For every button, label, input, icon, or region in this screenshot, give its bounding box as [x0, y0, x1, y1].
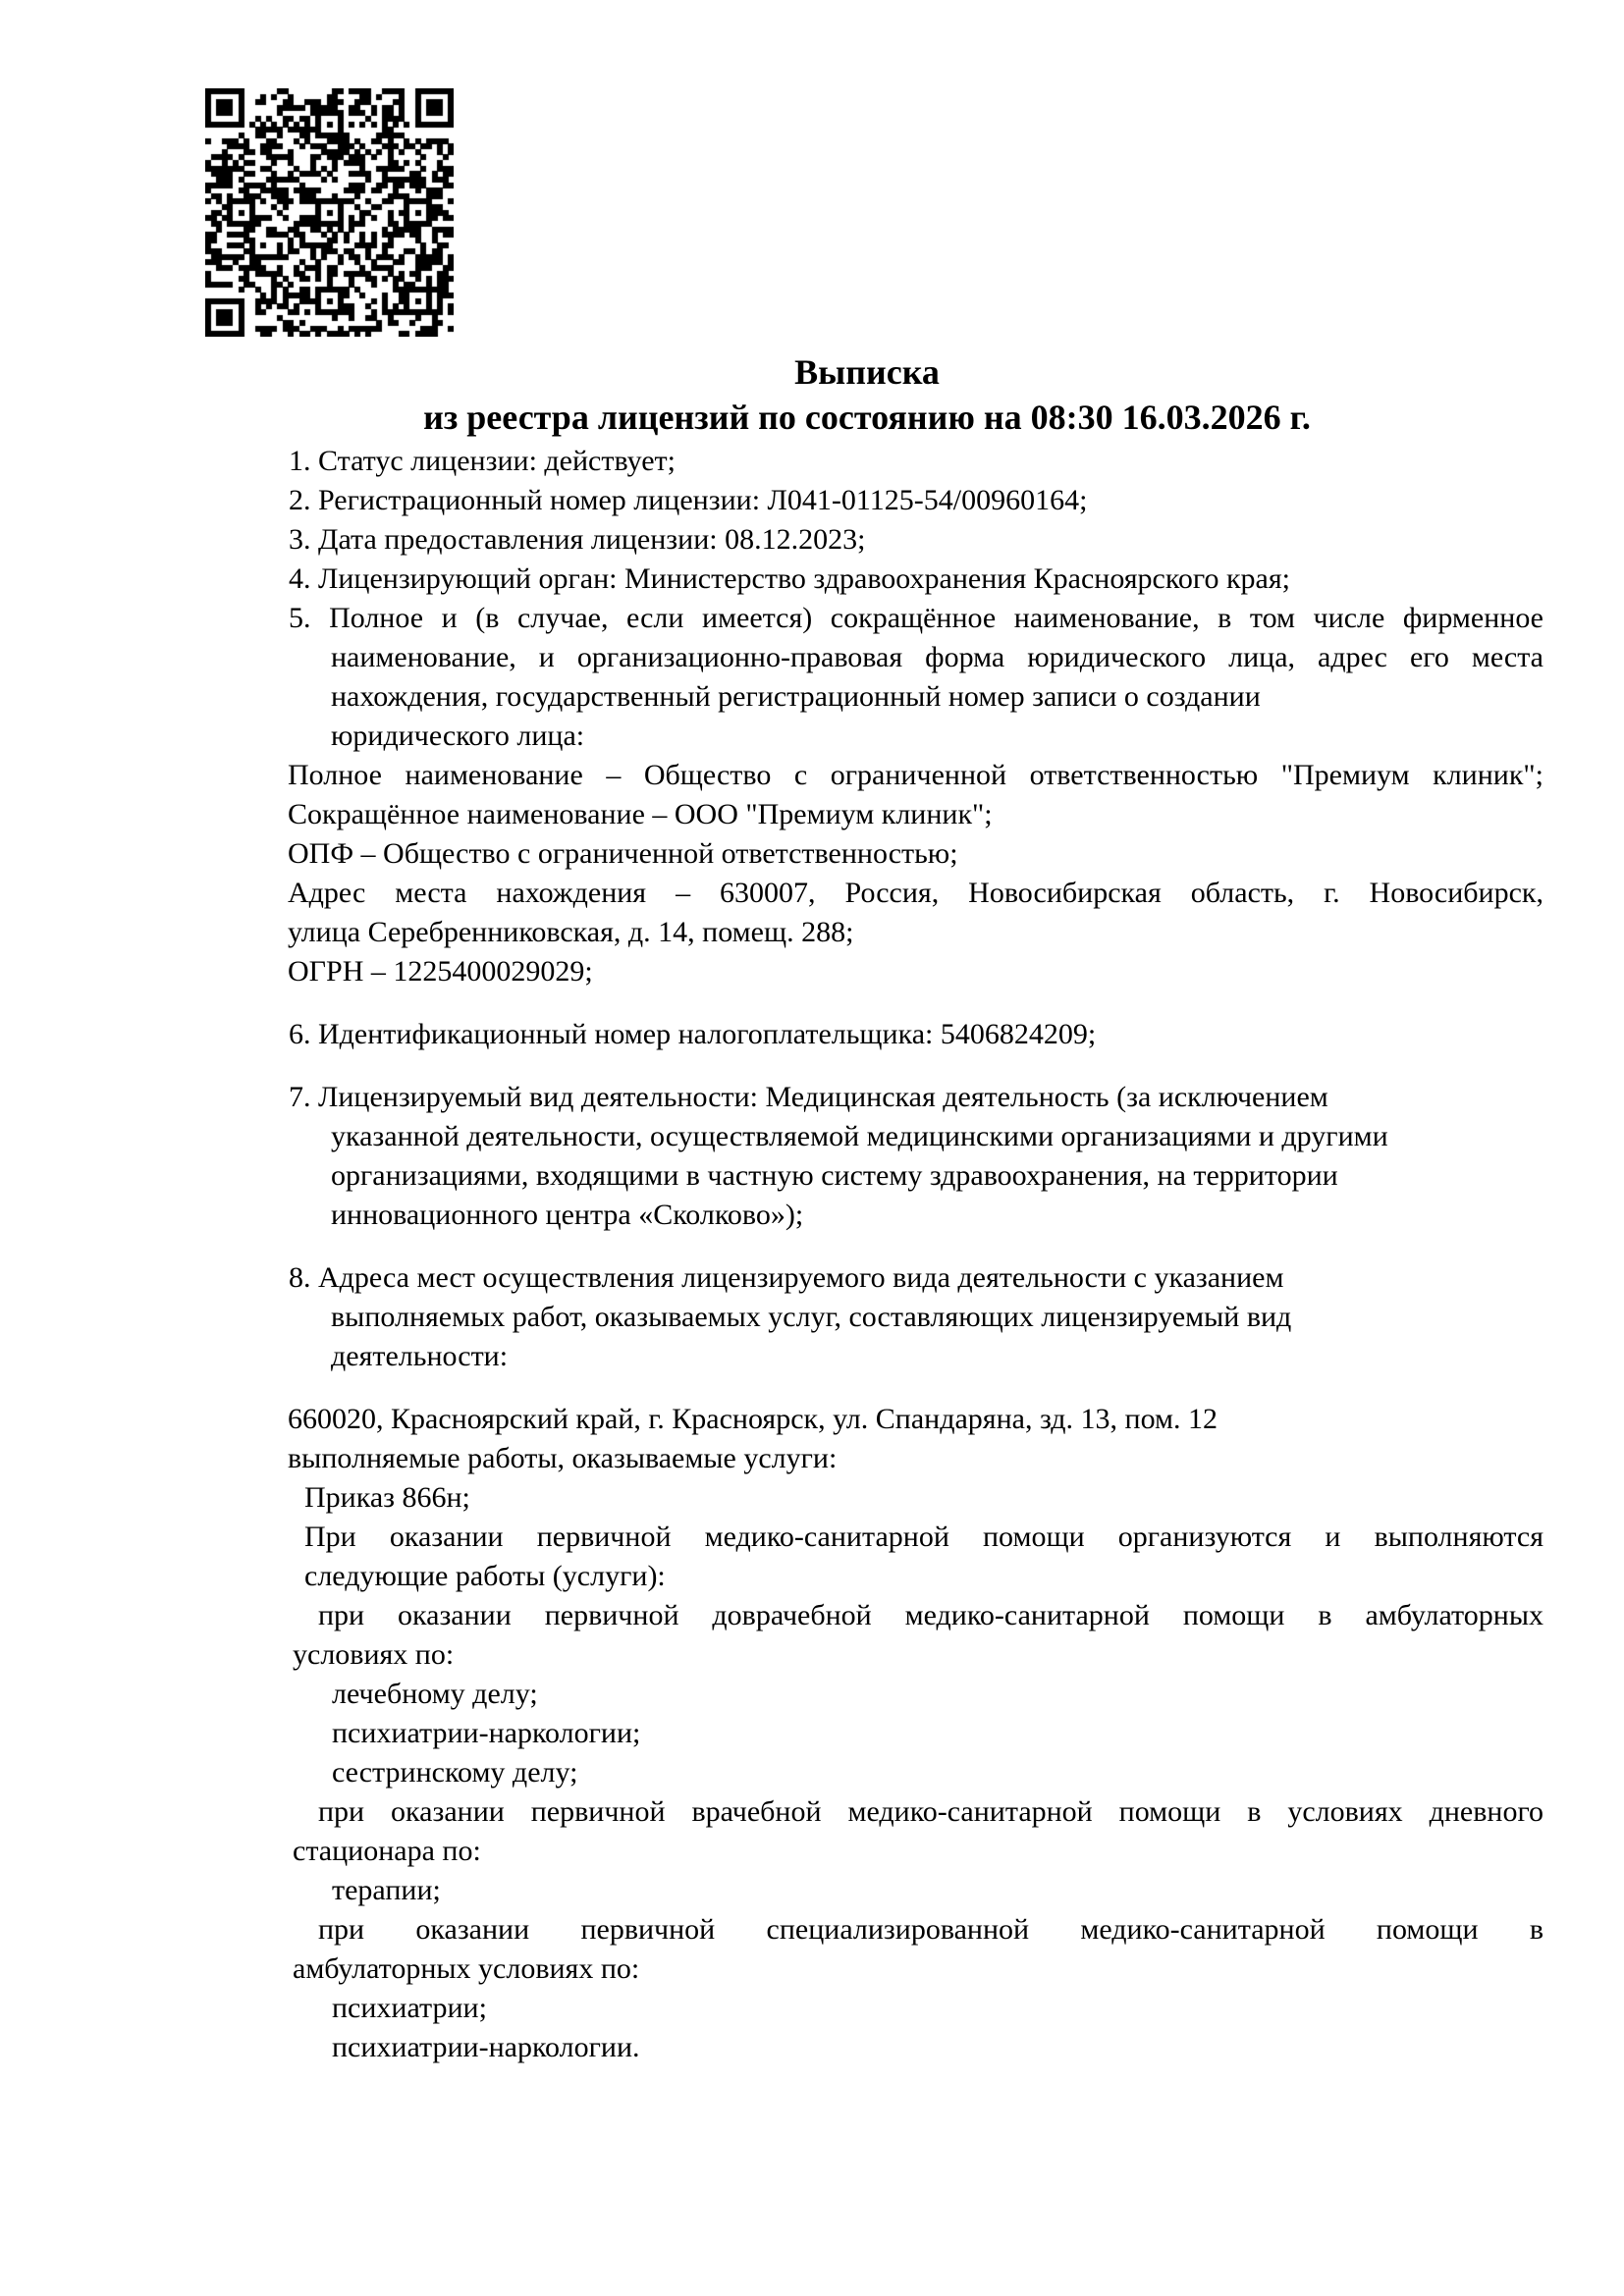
document-line: Полное наименование – Общество с ограниченной ответственностью "Премиум клиник"; — [288, 759, 1543, 791]
document-line: Сокращённое наименование – ООО "Премиум клиник"; — [288, 798, 993, 830]
document-line: инновационного центра «Сколково»); — [331, 1199, 804, 1231]
document-line: организациями, входящими в частную систему здравоохранения, на территории — [331, 1159, 1338, 1192]
document-line: деятельности: — [331, 1340, 509, 1372]
document-line: 6. Идентификационный номер налогоплательщика: 5406824209; — [289, 1018, 1097, 1050]
line-gap — [288, 1376, 1543, 1400]
document-line: Приказ 866н; — [304, 1481, 470, 1514]
document-line: при оказании первичной доврачебной медико-санитарной помощи в амбулаторных — [318, 1599, 1543, 1631]
document-line: При оказании первичной медико-санитарной помощи организуются и выполняются — [304, 1521, 1543, 1553]
document-line: амбулаторных условиях по: — [293, 1952, 640, 1985]
document-line: юридического лица: — [331, 720, 585, 752]
document-line: 8. Адреса мест осуществления лицензируемого вида деятельности с указанием — [289, 1261, 1284, 1294]
document-line: 4. Лицензирующий орган: Министерство здравоохранения Красноярского края; — [289, 562, 1290, 595]
document-line: следующие работы (услуги): — [304, 1560, 666, 1592]
document-line: Адрес места нахождения – 630007, Россия, Новосибирская область, г. Новосибирск, — [288, 877, 1543, 909]
qr-code-icon — [205, 88, 454, 337]
document-line: при оказании первичной специализированной медико-санитарной помощи в — [318, 1913, 1543, 1946]
document-line: стационара по: — [293, 1835, 481, 1867]
document-line: терапии; — [332, 1874, 441, 1906]
document-line: 5. Полное и (в случае, если имеется) сокращённое наименование, в том числе фирменное — [289, 602, 1543, 634]
document-line: улица Серебренниковская, д. 14, помещ. 288; — [288, 916, 854, 948]
document-body — [288, 442, 1543, 2067]
document-line: ОПФ – Общество с ограниченной ответственностью; — [288, 837, 958, 870]
document-line: 1. Статус лицензии: действует; — [289, 445, 676, 477]
document-line: выполняемые работы, оказываемые услуги: — [288, 1442, 838, 1474]
line-gap — [288, 1054, 1543, 1078]
document-line: психиатрии; — [332, 1992, 487, 2024]
document-line: условиях по: — [293, 1638, 455, 1671]
line-gap — [288, 991, 1543, 1015]
document-line: сестринскому делу; — [332, 1756, 578, 1789]
document-line: психиатрии-наркологии. — [332, 2031, 640, 2063]
document-title: Выписка — [794, 352, 940, 392]
line-gap — [288, 1235, 1543, 1258]
document-line: указанной деятельности, осуществляемой медицинскими организациями и другими — [331, 1120, 1388, 1152]
document-line: психиатрии-наркологии; — [332, 1717, 641, 1749]
document-line: 2. Регистрационный номер лицензии: Л041-01125-54/00960164; — [289, 484, 1088, 516]
document-line: 3. Дата предоставления лицензии: 08.12.2023; — [289, 523, 866, 556]
document-line: лечебному делу; — [332, 1678, 538, 1710]
document-line: 660020, Красноярский край, г. Красноярск, ул. Спандаряна, зд. 13, пом. 12 — [288, 1403, 1218, 1435]
document-line: выполняемых работ, оказываемых услуг, составляющих лицензируемый вид — [331, 1301, 1292, 1333]
document-line: ОГРН – 1225400029029; — [288, 955, 593, 988]
document-line: наименование, и организационно-правовая форма юридического лица, адрес его места — [331, 641, 1543, 673]
document-line: при оказании первичной врачебной медико-санитарной помощи в условиях дневного — [318, 1795, 1543, 1828]
document-line: 7. Лицензируемый вид деятельности: Медицинская деятельность (за исключением — [289, 1081, 1328, 1113]
document-title-block — [288, 349, 1446, 440]
document-subtitle: из реестра лицензий по состоянию на 08:30 16.03.2026 г. — [423, 398, 1311, 437]
document-line: нахождения, государственный регистрационный номер записи о создании — [331, 680, 1261, 713]
